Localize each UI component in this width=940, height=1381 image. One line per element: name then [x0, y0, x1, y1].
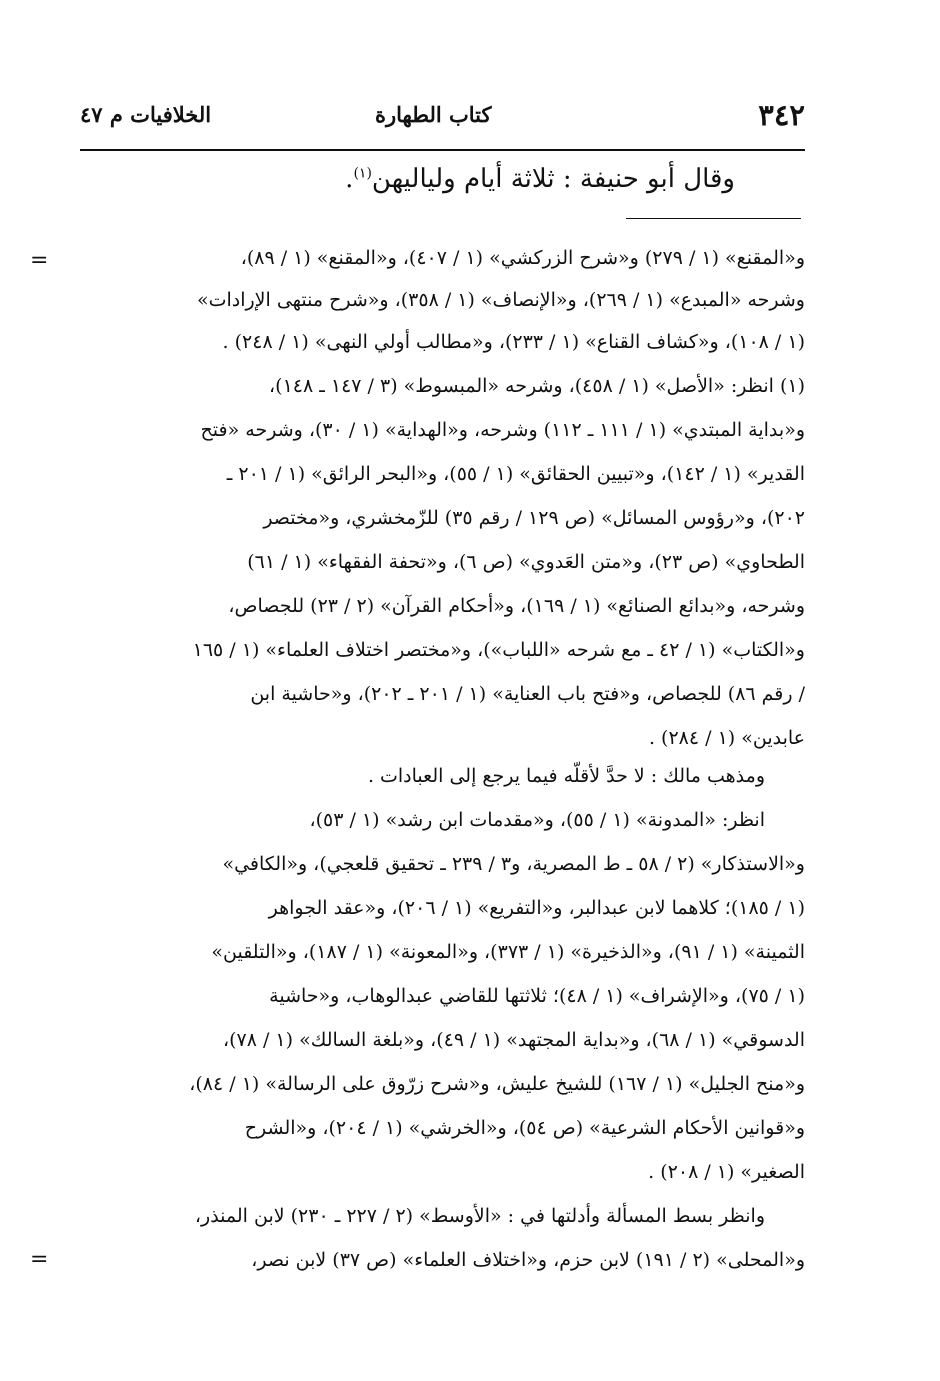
signature-mark: الخلافيات م ٤٧: [80, 102, 212, 127]
running-title: كتاب الطهارة: [375, 102, 492, 127]
footnote-line: و«بداية المبتدي» (١ / ١١١ ـ ١١٢) وشرحه، و«الهداية» (١ / ٣٠)، وشرحه «فتح: [200, 419, 805, 441]
continuation-mark-top: =: [30, 248, 49, 273]
footnote-line: ومذهب مالك : لا حدَّ لأقلّه فيما يرجع إلى العبادات .: [367, 765, 765, 787]
footnote-separator: [626, 218, 801, 219]
footnote-line: و«الاستذكار» (٢ / ٥٨ ـ ط المصرية، و٣ / ٢٣٩ ـ تحقيق قلعجي)، و«الكافي»: [222, 853, 805, 875]
footnote-line: (١ / ١٨٥)؛ كلاهما لابن عبدالبر، و«التفريع» (١ / ٢٠٦)، و«عقد الجواهر: [268, 897, 805, 919]
footnote-line: (١ / ١٠٨)، و«كشاف القناع» (١ / ٢٣٣)، و«مطالب أولي النهى» (١ / ٢٤٨) .: [222, 331, 805, 353]
footnote-line: ٢٠٢)، و«رؤوس المسائل» (ص ١٢٩ / رقم ٣٥) للزّمخشري، و«مختصر: [263, 507, 805, 529]
footnote-line: الثمينة» (١ / ٩١)، و«الذخيرة» (١ / ٣٧٣)، و«المعونة» (١ / ١٨٧)، و«التلقين»: [211, 941, 805, 963]
continuation-mark-bottom: =: [30, 1247, 49, 1272]
footnote-line: وانظر بسط المسألة وأدلتها في : «الأوسط» (٢ / ٢٢٧ ـ ٢٣٠) لابن المنذر،: [194, 1205, 765, 1227]
footnote-line: انظر: «المدونة» (١ / ٥٥)، و«مقدمات ابن رشد» (١ / ٥٣)،: [309, 809, 765, 831]
footnote-line: و«منح الجليل» (١ / ١٦٧) للشيخ عليش، و«شرح زرّوق على الرسالة» (١ / ٨٤)،: [189, 1073, 805, 1095]
footnote-line: و«المحلى» (٢ / ١٩١) لابن حزم، و«اختلاف العلماء» (ص ٣٧) لابن نصر،: [251, 1249, 805, 1271]
footnote-line: وشرحه «المبدع» (١ / ٢٦٩)، و«الإنصاف» (١ / ٣٥٨)، و«شرح منتهى الإرادات»: [196, 289, 805, 311]
footnote-line: (١) انظر: «الأصل» (١ / ٤٥٨)، وشرحه «المبسوط» (٣ / ١٤٧ ـ ١٤٨)،: [269, 375, 805, 397]
footnote-line: الدسوقي» (١ / ٦٨)، و«بداية المجتهد» (١ / ٤٩)، و«بلغة السالك» (١ / ٧٨)،: [222, 1029, 805, 1051]
footnote-line: (١ / ٧٥)، و«الإشراف» (١ / ٤٨)؛ ثلاثتها للقاضي عبدالوهاب، و«حاشية: [269, 985, 805, 1007]
footnote-line: الصغير» (١ / ٢٠٨) .: [648, 1161, 805, 1183]
footnote-line: عابدين» (١ / ٢٨٤) .: [648, 727, 805, 749]
footnote-line: و«الكتاب» (١ / ٤٢ ـ مع شرحه «اللباب»)، و«مختصر اختلاف العلماء» (١ / ١٦٥: [192, 639, 805, 661]
main-text-body: وقال أبو حنيفة : ثلاثة أيام ولياليهن: [371, 164, 735, 194]
footnote-line: الطحاوي» (ص ٢٣)، و«متن العَدوي» (ص ٦)، و«تحفة الفقهاء» (١ / ٦١): [247, 551, 805, 573]
footnote-ref: (١): [353, 165, 372, 182]
footnote-line: / رقم ٨٦) للجصاص، و«فتح باب العناية» (١ / ٢٠١ ـ ٢٠٢)، و«حاشية ابن: [250, 683, 805, 705]
main-text: وقال أبو حنيفة : ثلاثة أيام ولياليهن$^{(١)}$.: [345, 164, 735, 194]
footnote-line: و«قوانين الأحكام الشرعية» (ص ٥٤)، و«الخرشي» (١ / ٢٠٤)، و«الشرح: [244, 1117, 805, 1139]
page-header: [80, 98, 805, 138]
footnote-line: وشرحه، و«بدائع الصنائع» (١ / ١٦٩)، و«أحكام القرآن» (٢ / ٢٣) للجصاص،: [228, 595, 805, 617]
footnote-line: و«المقنع» (١ / ٢٧٩) و«شرح الزركشي» (١ / ٤٠٧)، و«المقنع» (١ / ٨٩)،: [240, 247, 805, 269]
header-rule: [80, 149, 805, 151]
page-number: ٣٤٢: [758, 98, 805, 132]
footnote-line: القدير» (١ / ١٤٢)، و«تبيين الحقائق» (١ / ٥٥)، و«البحر الرائق» (١ / ٢٠١ ـ: [226, 463, 805, 485]
